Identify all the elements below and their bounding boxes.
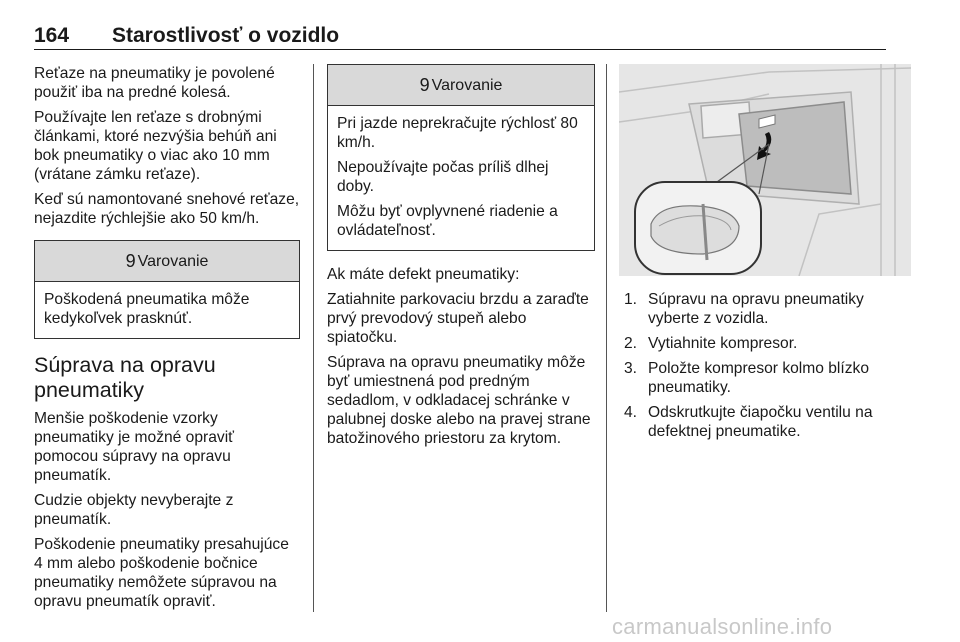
step-text: Súpravu na opravu pneumatiky vyberte z vozidla. <box>648 291 864 327</box>
warning-title: Varovanie <box>137 252 209 270</box>
list-item <box>622 290 888 328</box>
column-divider <box>606 64 607 612</box>
warning-text: Poškodená pneumatika môže kedykoľvek prasknúť. <box>44 291 250 327</box>
page-title: Starostlivosť o vozidlo <box>112 24 340 47</box>
list-item <box>622 334 888 353</box>
paragraph: Ak máte defekt pneumatiky: <box>327 266 520 283</box>
paragraph: Reťaze na pneumatiky je povolené použiť iba na predné kolesá. <box>34 65 275 101</box>
step-number: 3. <box>624 360 638 377</box>
watermark: carmanualsonline.info <box>612 614 833 639</box>
column-right <box>622 64 888 447</box>
header-rule <box>34 49 886 50</box>
warning-header <box>35 241 299 282</box>
step-text: Odskrutkujte čiapočku ventilu na defektnej pneumatike. <box>648 404 873 440</box>
trunk-compartment-illustration <box>619 64 911 276</box>
paragraph: Menšie poškodenie vzorky pneumatiky je možné opraviť pomocou súpravy na opravu pneumatík. <box>34 410 235 484</box>
step-text: Vytiahnite kompresor. <box>648 335 798 352</box>
paragraph: Používajte len reťaze s drobnými článkami, ktoré nezvýšia behúň ani bok pneumatiky o viac ako 10 mm (vrátane zámku reťaze). <box>34 109 277 183</box>
warning-body <box>328 106 594 250</box>
warning-header <box>328 65 594 106</box>
warning-box <box>34 240 300 339</box>
warning-body <box>35 282 299 338</box>
paragraph: Poškodenie pneumatiky presahujúce 4 mm alebo poškodenie bočnice pneumatiky nemôžete súpravou na opravu pneumatík opraviť. <box>34 536 289 610</box>
paragraph: Cudzie objekty nevyberajte z pneumatík. <box>34 492 234 528</box>
column-middle <box>327 64 595 454</box>
steps-list <box>622 290 888 441</box>
step-number: 2. <box>624 335 638 352</box>
warning-box <box>327 64 595 251</box>
page-number: 164 <box>34 24 70 47</box>
warning-title: Varovanie <box>431 76 503 94</box>
warning-text: Pri jazde neprekračujte rýchlosť 80 km/h. <box>337 115 578 151</box>
list-item <box>622 403 888 441</box>
page-header <box>34 20 886 50</box>
list-item <box>622 359 888 397</box>
warning-text: Nepoužívajte počas príliš dlhej doby. <box>337 159 549 195</box>
paragraph: Keď sú namontované snehové reťaze, nejazdite rýchlejšie ako 50 km/h. <box>34 191 300 227</box>
warning-text: Môžu byť ovplyvnené riadenie a ovládateľnosť. <box>337 203 558 239</box>
column-divider <box>313 64 314 612</box>
column-left <box>34 64 300 617</box>
step-number: 4. <box>624 404 638 421</box>
warning-icon: 9 <box>125 250 136 271</box>
paragraph: Zatiahnite parkovaciu brzdu a zaraďte prvý prevodový stupeň alebo spiatočku. <box>327 291 589 346</box>
paragraph: Súprava na opravu pneumatiky môže byť umiestnená pod predným sedadlom, v odkladacej schránke v palubnej doske alebo na pravej strane batožinového priestoru za krytom. <box>327 354 591 447</box>
step-number: 1. <box>624 291 638 308</box>
section-title: Súprava na opravu pneumatiky <box>34 353 216 402</box>
warning-icon: 9 <box>419 74 430 95</box>
step-text: Položte kompresor kolmo blízko pneumatiky. <box>648 360 870 396</box>
